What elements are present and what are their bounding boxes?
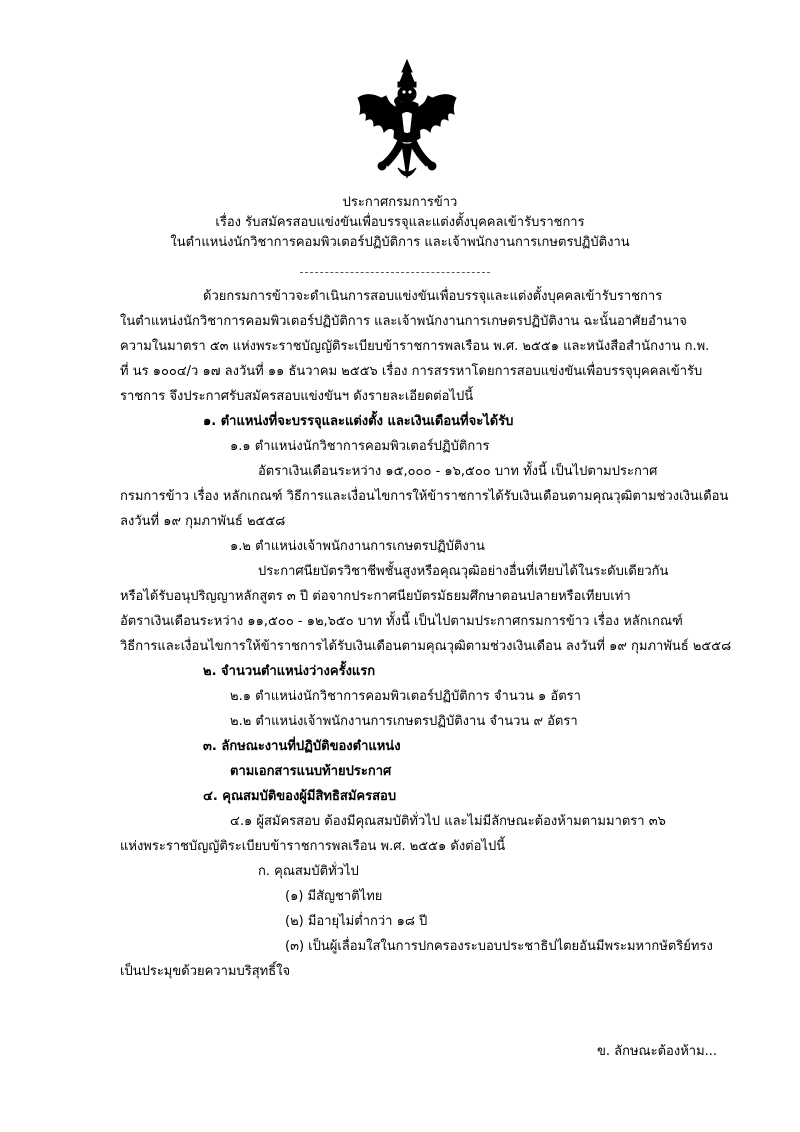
intro-line-4: ที่ นร ๑๐๐๔/ว ๑๗ ลงวันที่ ๑๑ ธันวาคม ๒๕๕๖ เรื่อง การสรรหาโดยการสอบแข่งขันเพื่อบรรจุบุคคลเข้ารับ [120,364,703,379]
section-2-heading: ๒. จำนวนตำแหน่งว่างครั้งแรก [203,664,376,679]
section-3-heading: ๓. ลักษณะงานที่ปฏิบัติของตำแหน่ง [203,739,401,754]
item-1-1-title: ๑.๑ ตำแหน่งนักวิชาการคอมพิวเตอร์ปฏิบัติการ [230,439,490,454]
item-1-2-line-2: หรือได้รับอนุปริญญาหลักสูตร ๓ ปี ต่อจากประกาศนียบัตรมัธยมศึกษาตอนปลายหรือเทียบเท่า [120,589,631,604]
qualification-1: (๑) มีสัญชาติไทย [285,889,383,904]
continuation-note: ข. ลักษณะต้องห้าม... [597,1044,718,1059]
section-4-heading: ๔. คุณสมบัติของผู้มีสิทธิสมัครสอบ [203,789,397,804]
item-4-1-line-2: แห่งพระราชบัญญัติระเบียบข้าราชการพลเรือน พ.ศ. ๒๕๕๑ ดังต่อไปนี้ [120,839,506,854]
item-1-2-title: ๑.๒ ตำแหน่งเจ้าพนักงานการเกษตรปฏิบัติงาน [230,539,485,554]
announcement-title: ประกาศกรมการข้าว [342,195,458,210]
intro-line-1: ด้วยกรมการข้าวจะดำเนินการสอบแข่งขันเพื่อบรรจุและแต่งตั้งบุคคลเข้ารับราชการ [203,289,663,304]
general-qualifications-heading: ก. คุณสมบัติทั่วไป [258,864,359,879]
item-2-2: ๒.๒ ตำแหน่งเจ้าพนักงานการเกษตรปฏิบัติงาน จำนวน ๙ อัตรา [230,714,578,729]
item-1-1-line-1: อัตราเงินเดือนระหว่าง ๑๕,๐๐๐ - ๑๖,๕๐๐ บาท ทั้งนี้ เป็นไปตามประกาศ [258,464,658,479]
item-1-2-line-4: วิธีการและเงื่อนไขการให้ข้าราชการได้รับเงินเดือนตามคุณวุฒิตามช่วงเงินเดือน ลงวันที่ ๑๙ กุมภาพันธ์ ๒๕๕๘ [120,639,732,654]
qualification-3-continued: เป็นประมุขด้วยความบริสุทธิ์ใจ [120,964,291,979]
item-1-1-line-3: ลงวันที่ ๑๙ กุมภาพันธ์ ๒๕๕๘ [120,514,286,529]
header-divider [300,272,490,273]
subject-positions: ในตำแหน่งนักวิชาการคอมพิวเตอร์ปฏิบัติการ และเจ้าพนักงานการเกษตรปฏิบัติงาน [170,235,630,250]
intro-line-2: ในตำแหน่งนักวิชาการคอมพิวเตอร์ปฏิบัติการ และเจ้าพนักงานการเกษตรปฏิบัติงาน ฉะนั้นอาศัยอำนาจ [120,314,687,329]
section-1-heading: ๑. ตำแหน่งที่จะบรรจุและแต่งตั้ง และเงินเดือนที่จะได้รับ [203,414,514,429]
intro-line-5: ราชการ จึงประกาศรับสมัครสอบแข่งขันฯ ดังรายละเอียดต่อไปนี้ [120,389,474,404]
item-1-2-line-3: อัตราเงินเดือนระหว่าง ๑๑,๕๐๐ - ๑๒,๖๕๐ บาท ทั้งนี้ เป็นไปตามประกาศกรมการข้าว เรื่อง หลักเกณฑ์ [120,614,683,629]
qualification-2: (๒) มีอายุไม่ต่ำกว่า ๑๘ ปี [285,914,428,929]
garuda-emblem-icon [352,58,462,188]
item-2-1: ๒.๑ ตำแหน่งนักวิชาการคอมพิวเตอร์ปฏิบัติการ จำนวน ๑ อัตรา [230,689,581,704]
item-4-1-line-1: ๔.๑ ผู้สมัครสอบ ต้องมีคุณสมบัติทั่วไป และไม่มีลักษณะต้องห้ามตามมาตรา ๓๖ [230,814,666,829]
item-1-1-line-2: กรมการข้าว เรื่อง หลักเกณฑ์ วิธีการและเงื่อนไขการให้ข้าราชการได้รับเงินเดือนตามคุณวุฒิตามช่วงเงินเดือน [120,489,729,504]
section-3-body: ตามเอกสารแนบท้ายประกาศ [230,764,392,779]
item-1-2-line-1: ประกาศนียบัตรวิชาชีพชั้นสูงหรือคุณวุฒิอย่างอื่นที่เทียบได้ในระดับเดียวกัน [258,564,669,579]
subject-line: เรื่อง รับสมัครสอบแข่งขันเพื่อบรรจุและแต่งตั้งบุคคลเข้ารับราชการ [215,215,585,230]
qualification-3: (๓) เป็นผู้เลื่อมใสในการปกครองระบอบประชาธิปไตยอันมีพระมหากษัตริย์ทรง [285,939,713,954]
intro-line-3: ความในมาตรา ๕๓ แห่งพระราชบัญญัติระเบียบข้าราชการพลเรือน พ.ศ. ๒๕๕๑ และหนังสือสำนักงาน ก.พ. [120,339,710,354]
